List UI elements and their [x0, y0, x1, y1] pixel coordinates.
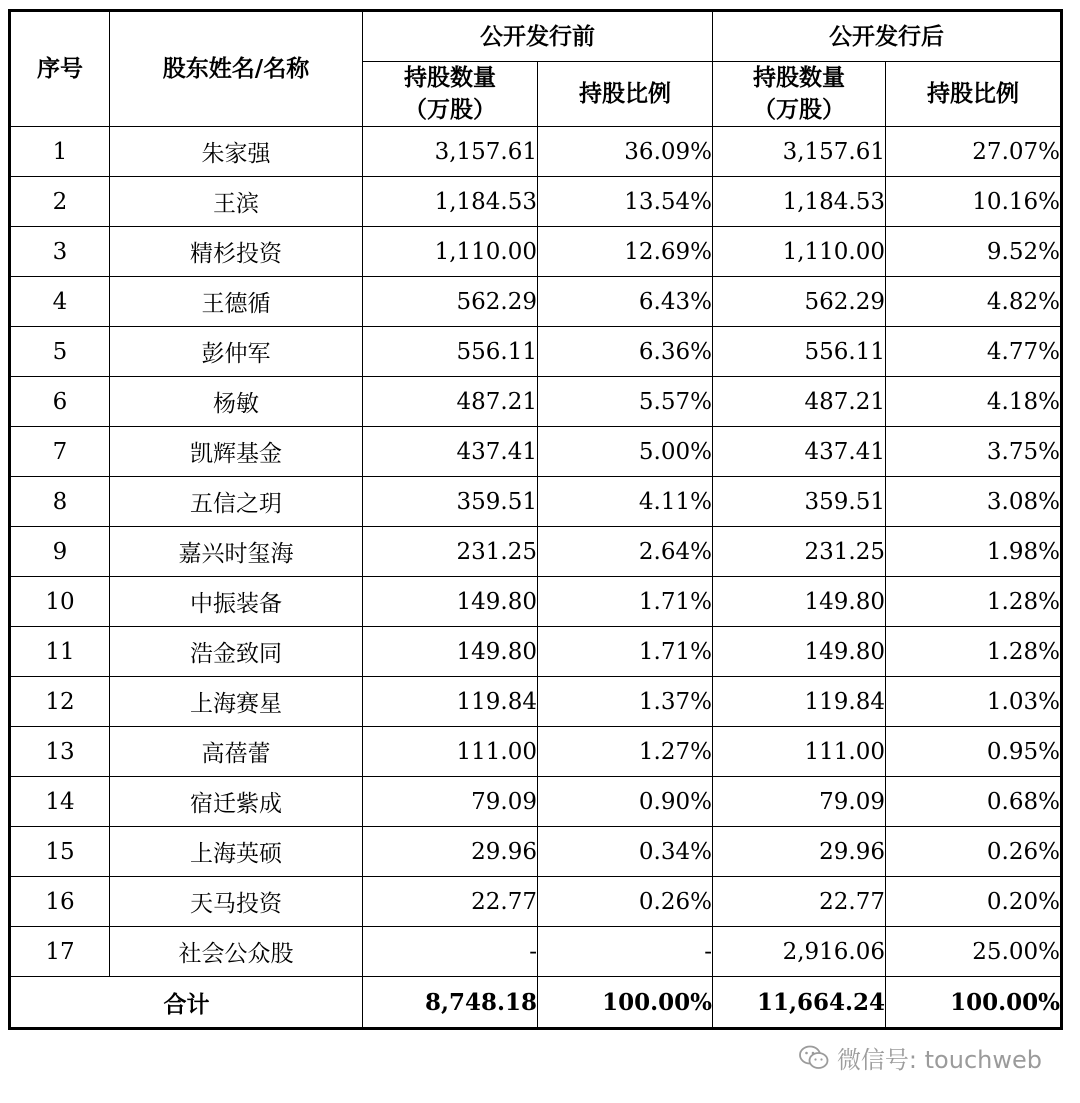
row-before-ratio: 1.37%: [538, 677, 713, 727]
row-after-ratio: 0.26%: [886, 827, 1062, 877]
row-after-ratio: 1.28%: [886, 627, 1062, 677]
table-row: [10, 577, 1062, 627]
row-name: 王滨: [110, 177, 363, 227]
row-before-shares: 3,157.61: [363, 127, 538, 177]
row-after-ratio: 0.20%: [886, 877, 1062, 927]
table-body: [10, 127, 1062, 977]
row-no: 16: [10, 877, 110, 927]
row-before-shares: -: [363, 927, 538, 977]
row-after-ratio: 0.95%: [886, 727, 1062, 777]
row-before-ratio: 4.11%: [538, 477, 713, 527]
row-after-shares: 1,184.53: [713, 177, 886, 227]
row-after-ratio: 1.98%: [886, 527, 1062, 577]
row-name: 高蓓蕾: [110, 727, 363, 777]
row-before-ratio: 5.00%: [538, 427, 713, 477]
row-before-shares: 359.51: [363, 477, 538, 527]
row-after-ratio: 25.00%: [886, 927, 1062, 977]
row-before-shares: 562.29: [363, 277, 538, 327]
table-row: [10, 627, 1062, 677]
table-row: [10, 327, 1062, 377]
header-after-ratio: 持股比例: [886, 62, 1062, 127]
row-no: 10: [10, 577, 110, 627]
row-no: 3: [10, 227, 110, 277]
row-no: 7: [10, 427, 110, 477]
table-row: [10, 827, 1062, 877]
table-row: [10, 777, 1062, 827]
row-after-shares: 149.80: [713, 577, 886, 627]
row-after-ratio: 3.08%: [886, 477, 1062, 527]
row-name: 中振装备: [110, 577, 363, 627]
total-before-ratio: 100.00%: [538, 977, 713, 1029]
row-before-shares: 487.21: [363, 377, 538, 427]
row-after-ratio: 10.16%: [886, 177, 1062, 227]
row-name: 彭仲军: [110, 327, 363, 377]
row-after-shares: 359.51: [713, 477, 886, 527]
row-before-shares: 437.41: [363, 427, 538, 477]
total-label: 合计: [10, 977, 363, 1029]
row-before-shares: 149.80: [363, 577, 538, 627]
watermark: [799, 1040, 1042, 1075]
table-row: [10, 877, 1062, 927]
header-shares-line2: （万股）: [404, 97, 496, 123]
header-before-group: 公开发行前: [363, 11, 713, 62]
table-row: [10, 427, 1062, 477]
row-after-shares: 2,916.06: [713, 927, 886, 977]
shareholder-table: [8, 9, 1063, 1030]
row-name: 精杉投资: [110, 227, 363, 277]
row-after-ratio: 1.28%: [886, 577, 1062, 627]
row-before-ratio: -: [538, 927, 713, 977]
row-before-shares: 1,110.00: [363, 227, 538, 277]
row-no: 8: [10, 477, 110, 527]
header-before-shares: [363, 62, 538, 127]
row-no: 11: [10, 627, 110, 677]
total-after-ratio: 100.00%: [886, 977, 1062, 1029]
row-after-shares: 231.25: [713, 527, 886, 577]
row-name: 浩金致同: [110, 627, 363, 677]
table-row: [10, 177, 1062, 227]
row-name: 社会公众股: [110, 927, 363, 977]
total-after-shares: 11,664.24: [713, 977, 886, 1029]
row-before-ratio: 1.27%: [538, 727, 713, 777]
row-before-ratio: 13.54%: [538, 177, 713, 227]
table-row: [10, 727, 1062, 777]
table-row: [10, 477, 1062, 527]
row-after-shares: 119.84: [713, 677, 886, 727]
row-after-ratio: 3.75%: [886, 427, 1062, 477]
row-no: 9: [10, 527, 110, 577]
row-after-shares: 22.77: [713, 877, 886, 927]
row-no: 13: [10, 727, 110, 777]
table-row: [10, 127, 1062, 177]
row-name: 嘉兴时玺海: [110, 527, 363, 577]
row-after-shares: 437.41: [713, 427, 886, 477]
header-shares-line1: 持股数量: [404, 65, 496, 91]
row-before-shares: 231.25: [363, 527, 538, 577]
header-no: 序号: [10, 11, 110, 127]
row-no: 1: [10, 127, 110, 177]
row-before-shares: 1,184.53: [363, 177, 538, 227]
row-after-shares: 79.09: [713, 777, 886, 827]
row-before-ratio: 5.57%: [538, 377, 713, 427]
row-name: 上海英硕: [110, 827, 363, 877]
row-before-ratio: 6.43%: [538, 277, 713, 327]
row-after-shares: 111.00: [713, 727, 886, 777]
row-name: 朱家强: [110, 127, 363, 177]
table-row: [10, 927, 1062, 977]
row-name: 王德循: [110, 277, 363, 327]
row-after-ratio: 4.18%: [886, 377, 1062, 427]
row-after-shares: 149.80: [713, 627, 886, 677]
row-after-ratio: 9.52%: [886, 227, 1062, 277]
row-before-ratio: 0.34%: [538, 827, 713, 877]
header-name: 股东姓名/名称: [110, 11, 363, 127]
wechat-icon: [799, 1045, 829, 1071]
table-row: [10, 377, 1062, 427]
row-before-ratio: 12.69%: [538, 227, 713, 277]
row-before-ratio: 36.09%: [538, 127, 713, 177]
row-no: 15: [10, 827, 110, 877]
row-before-shares: 22.77: [363, 877, 538, 927]
row-before-ratio: 0.26%: [538, 877, 713, 927]
row-after-shares: 3,157.61: [713, 127, 886, 177]
row-name: 凯辉基金: [110, 427, 363, 477]
row-after-ratio: 27.07%: [886, 127, 1062, 177]
row-before-shares: 149.80: [363, 627, 538, 677]
row-after-ratio: 4.82%: [886, 277, 1062, 327]
header-after-group: 公开发行后: [713, 11, 1062, 62]
row-name: 五信之玥: [110, 477, 363, 527]
row-name: 杨敏: [110, 377, 363, 427]
total-row: [10, 977, 1062, 1029]
header-before-ratio: 持股比例: [538, 62, 713, 127]
row-no: 12: [10, 677, 110, 727]
row-before-ratio: 0.90%: [538, 777, 713, 827]
row-before-ratio: 2.64%: [538, 527, 713, 577]
row-no: 14: [10, 777, 110, 827]
table-row: [10, 227, 1062, 277]
row-before-shares: 119.84: [363, 677, 538, 727]
row-after-shares: 562.29: [713, 277, 886, 327]
table-row: [10, 677, 1062, 727]
row-no: 17: [10, 927, 110, 977]
row-after-shares: 1,110.00: [713, 227, 886, 277]
row-no: 2: [10, 177, 110, 227]
row-after-ratio: 1.03%: [886, 677, 1062, 727]
table-row: [10, 277, 1062, 327]
header-shares-line2: （万股）: [753, 97, 845, 123]
row-before-ratio: 1.71%: [538, 627, 713, 677]
row-no: 5: [10, 327, 110, 377]
header-shares-line1: 持股数量: [753, 65, 845, 91]
row-after-ratio: 4.77%: [886, 327, 1062, 377]
row-after-shares: 487.21: [713, 377, 886, 427]
row-no: 4: [10, 277, 110, 327]
header-after-shares: [713, 62, 886, 127]
table-row: [10, 527, 1062, 577]
watermark-text: 微信号: touchweb: [836, 1046, 1042, 1074]
row-before-shares: 79.09: [363, 777, 538, 827]
row-after-shares: 556.11: [713, 327, 886, 377]
row-name: 上海赛星: [110, 677, 363, 727]
row-name: 天马投资: [110, 877, 363, 927]
row-before-shares: 29.96: [363, 827, 538, 877]
row-before-shares: 556.11: [363, 327, 538, 377]
row-name: 宿迁紫成: [110, 777, 363, 827]
row-before-ratio: 6.36%: [538, 327, 713, 377]
row-before-shares: 111.00: [363, 727, 538, 777]
row-no: 6: [10, 377, 110, 427]
row-before-ratio: 1.71%: [538, 577, 713, 627]
row-after-shares: 29.96: [713, 827, 886, 877]
row-after-ratio: 0.68%: [886, 777, 1062, 827]
total-before-shares: 8,748.18: [363, 977, 538, 1029]
